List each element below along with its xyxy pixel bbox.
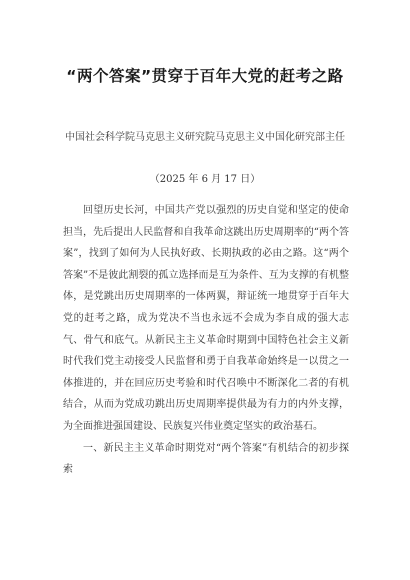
document-title: “两个答案”贯穿于百年大党的赶考之路	[66, 67, 344, 85]
document-body	[63, 200, 349, 481]
document-date: （2025 年 6 月 17 日）	[149, 174, 261, 185]
body-paragraph: 回望历史长河，中国共产党以强烈的历史自觉和坚定的使命担当，先后提出人民监督和自我革命这跳出历史周期率的“两个答案”，找到了如何为人民执好政、长期执政的必由之路。这“两个答案”不是彼此割裂的孤立选择而是互为条件、互为支撑的有机整体，是党跳出历史周期率的一体两翼，辩证统一地贯穿于百年大党的赶考之路，成为党决不当也永远不会成为李自成的强大志气、骨气和底气。从新民主主义革命时期到中国特色社会主义新时代我们党主动接受人民监督和勇于自我革命始终是一以贯之一体推进的，并在回应历史考验和时代召唤中不断深化二者的有机结合，从而为党成功跳出历史周期率提供最为有力的内外支撑，为全面推进强国建设、民族复兴伟业奠定坚实的政治基石。	[63, 205, 349, 432]
author-affiliation: 中国社会科学院马克思主义研究院马克思主义中国化研究部主任	[65, 132, 345, 143]
section-heading: 一、新民主主义革命时期党对“两个答案”有机结合的初步探索	[63, 442, 349, 476]
